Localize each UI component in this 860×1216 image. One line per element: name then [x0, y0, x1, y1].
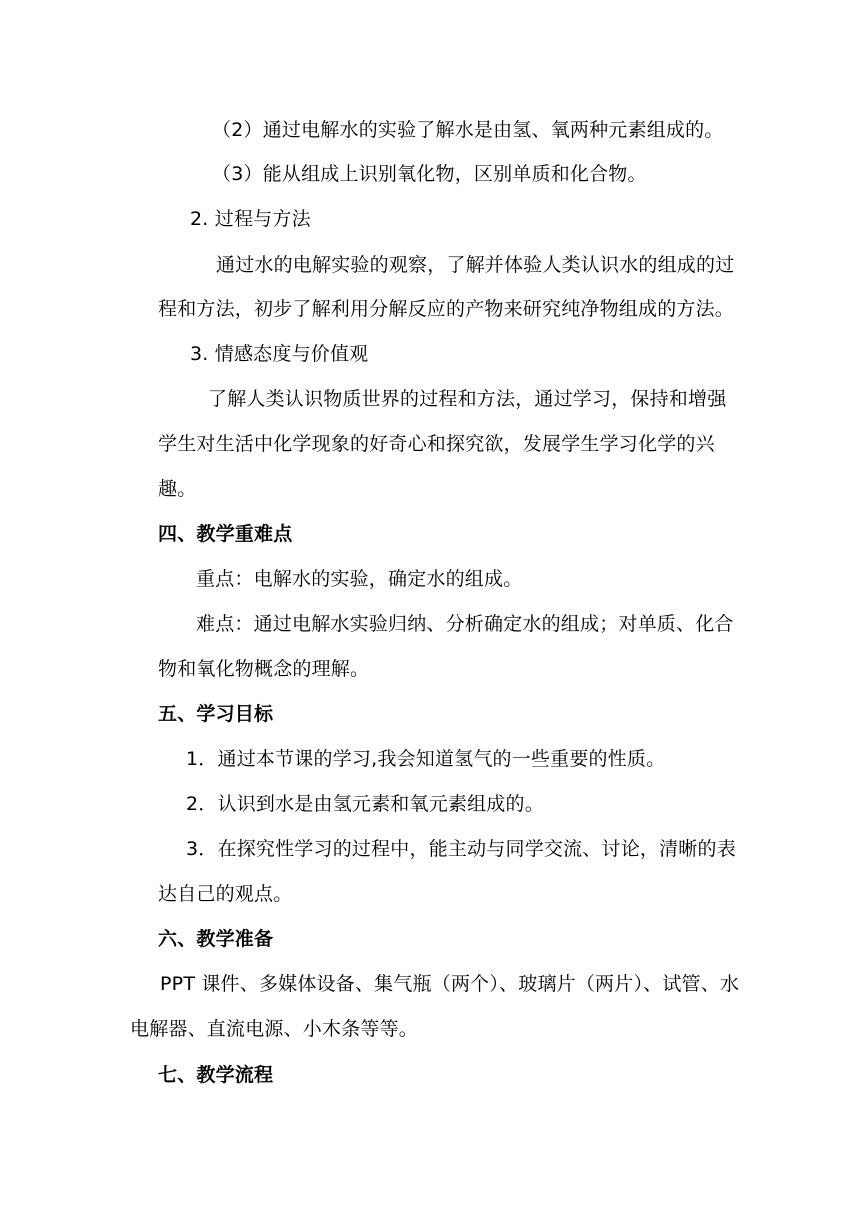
attitude-line-1: 了解人类认识物质世界的过程和方法，通过学习，保持和增强: [208, 388, 727, 410]
attitude-heading: 3. 情感态度与价值观: [190, 343, 369, 365]
process-method-line-1: 通过水的电解实验的观察，了解并体验人类认识水的组成的过: [216, 254, 735, 276]
difficulty-line-2: 物和氧化物概念的理解。: [158, 658, 370, 680]
process-method-line-2: 程和方法，初步了解利用分解反应的产物来研究纯净物组成的方法。: [158, 298, 735, 320]
process-method-heading: 2. 过程与方法: [190, 208, 311, 230]
attitude-line-2: 学生对生活中化学现象的好奇心和探究欲，发展学生学习化学的兴: [158, 433, 715, 455]
learning-goal-1: 1．通过本节课的学习,我会知道氢气的一些重要的性质。: [186, 748, 666, 770]
key-point-text: 重点：电解水的实验，确定水的组成。: [196, 568, 523, 590]
knowledge-item-2: （2）通过电解水的实验了解水是由氢、氧两种元素组成的。: [212, 119, 724, 141]
section-5-heading: 五、学习目标: [158, 703, 274, 725]
learning-goal-2: 2．认识到水是由氢元素和氧元素组成的。: [186, 793, 544, 815]
knowledge-item-3: （3）能从组成上识别氧化物，区别单质和化合物。: [212, 163, 647, 185]
preparation-line-2: 电解器、直流电源、小木条等等。: [130, 1018, 419, 1040]
section-7-heading: 七、教学流程: [158, 1064, 274, 1086]
learning-goal-3-line-1: 3．在探究性学习的过程中，能主动与同学交流、讨论，清晰的表: [186, 838, 736, 860]
section-6-heading: 六、教学准备: [158, 928, 274, 950]
learning-goal-3-line-2: 达自己的观点。: [158, 883, 293, 905]
difficulty-line-1: 难点：通过电解水实验归纳、分析确定水的组成；对单质、化合: [196, 613, 734, 635]
attitude-line-3: 趣。: [158, 478, 197, 500]
section-4-heading: 四、教学重难点: [158, 523, 293, 545]
preparation-line-1: PPT 课件、多媒体设备、集气瓶（两个）、玻璃片（两片）、试管、水: [160, 973, 740, 995]
